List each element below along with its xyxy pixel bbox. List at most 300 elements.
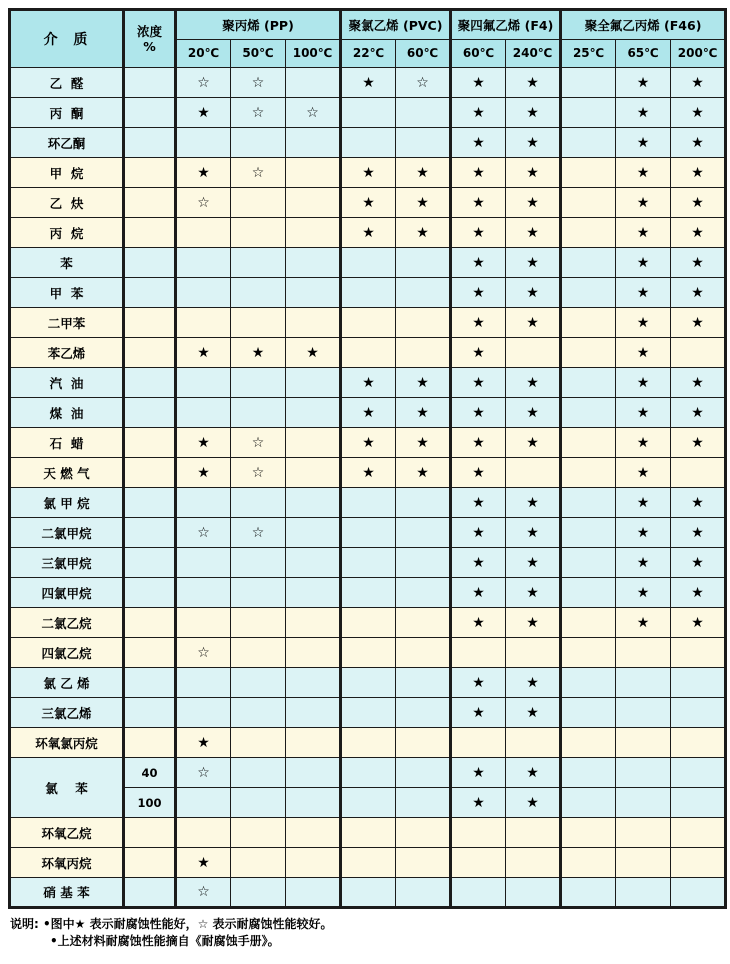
rating-empty (286, 308, 341, 338)
column-header-concentration (124, 10, 176, 68)
rating-empty (561, 428, 616, 458)
rating-empty (396, 308, 451, 338)
rating-empty (286, 368, 341, 398)
concentration-value (124, 428, 176, 458)
rating-solid-star: ★ (396, 398, 451, 428)
concentration-value (124, 98, 176, 128)
rating-empty (341, 98, 396, 128)
rating-solid-star: ★ (616, 278, 671, 308)
rating-hollow-star: ☆ (286, 98, 341, 128)
rating-solid-star: ★ (451, 788, 506, 818)
rating-solid-star: ★ (506, 308, 561, 338)
rating-empty (341, 848, 396, 878)
rating-empty (341, 128, 396, 158)
rating-solid-star: ★ (616, 428, 671, 458)
rating-empty (671, 728, 726, 758)
rating-empty (671, 458, 726, 488)
rating-hollow-star: ☆ (231, 458, 286, 488)
table-row (10, 698, 726, 728)
rating-empty (561, 788, 616, 818)
rating-empty (396, 728, 451, 758)
table-row (10, 758, 726, 788)
rating-solid-star: ★ (451, 668, 506, 698)
rating-solid-star: ★ (451, 458, 506, 488)
medium-name: 汽 油 (10, 368, 124, 398)
table-row (10, 368, 726, 398)
rating-solid-star: ★ (451, 158, 506, 188)
rating-solid-star: ★ (341, 368, 396, 398)
rating-empty (396, 848, 451, 878)
rating-empty (286, 668, 341, 698)
rating-solid-star: ★ (451, 308, 506, 338)
rating-empty (286, 788, 341, 818)
medium-name: 天 燃 气 (10, 458, 124, 488)
rating-empty (286, 428, 341, 458)
medium-name: 氯 甲 烷 (10, 488, 124, 518)
concentration-value (124, 698, 176, 728)
rating-solid-star: ★ (671, 368, 726, 398)
rating-empty (396, 698, 451, 728)
group-header-pp: 聚丙烯 (PP) (176, 10, 341, 40)
rating-empty (561, 638, 616, 668)
rating-empty (616, 818, 671, 848)
group-header-pvc: 聚氯乙烯 (PVC) (341, 10, 451, 40)
rating-empty (176, 128, 231, 158)
rating-solid-star: ★ (671, 188, 726, 218)
rating-empty (286, 608, 341, 638)
medium-name: 四氯甲烷 (10, 578, 124, 608)
rating-empty (231, 608, 286, 638)
rating-empty (671, 338, 726, 368)
rating-solid-star: ★ (176, 848, 231, 878)
rating-solid-star: ★ (341, 158, 396, 188)
rating-solid-star: ★ (451, 608, 506, 638)
rating-solid-star: ★ (506, 158, 561, 188)
rating-solid-star: ★ (506, 578, 561, 608)
rating-empty (341, 878, 396, 908)
rating-empty (561, 488, 616, 518)
rating-empty (506, 878, 561, 908)
rating-empty (616, 878, 671, 908)
rating-hollow-star: ☆ (231, 98, 286, 128)
rating-solid-star: ★ (671, 488, 726, 518)
rating-solid-star: ★ (506, 788, 561, 818)
rating-empty (561, 248, 616, 278)
table-row (10, 128, 726, 158)
note-prefix: 说明: (10, 917, 39, 931)
rating-empty (231, 578, 286, 608)
rating-empty (231, 668, 286, 698)
rating-solid-star: ★ (616, 68, 671, 98)
rating-solid-star: ★ (506, 248, 561, 278)
medium-name: 煤 油 (10, 398, 124, 428)
table-row (10, 848, 726, 878)
rating-solid-star: ★ (506, 518, 561, 548)
rating-solid-star: ★ (671, 218, 726, 248)
group-header-f46: 聚全氟乙丙烯 (F46) (561, 10, 726, 40)
rating-empty (561, 878, 616, 908)
rating-hollow-star: ☆ (176, 518, 231, 548)
rating-empty (341, 698, 396, 728)
concentration-value (124, 278, 176, 308)
table-body (10, 68, 726, 908)
rating-empty (396, 878, 451, 908)
rating-solid-star: ★ (616, 458, 671, 488)
rating-empty (561, 608, 616, 638)
medium-name: 苯乙烯 (10, 338, 124, 368)
rating-empty (506, 638, 561, 668)
medium-name: 氯 苯 (10, 758, 124, 818)
rating-empty (231, 488, 286, 518)
rating-solid-star: ★ (176, 98, 231, 128)
rating-empty (396, 488, 451, 518)
rating-empty (561, 368, 616, 398)
rating-solid-star: ★ (396, 368, 451, 398)
rating-solid-star: ★ (451, 368, 506, 398)
rating-empty (176, 218, 231, 248)
medium-name: 四氯乙烷 (10, 638, 124, 668)
concentration-value (124, 668, 176, 698)
rating-empty (286, 218, 341, 248)
concentration-value (124, 518, 176, 548)
rating-solid-star: ★ (671, 68, 726, 98)
rating-solid-star: ★ (616, 98, 671, 128)
rating-solid-star: ★ (616, 608, 671, 638)
rating-empty (341, 518, 396, 548)
rating-solid-star: ★ (616, 368, 671, 398)
rating-empty (616, 788, 671, 818)
medium-name: 三氯甲烷 (10, 548, 124, 578)
rating-solid-star: ★ (341, 218, 396, 248)
rating-solid-star: ★ (506, 668, 561, 698)
rating-empty (176, 368, 231, 398)
rating-solid-star: ★ (671, 548, 726, 578)
rating-empty (231, 758, 286, 788)
rating-empty (231, 818, 286, 848)
rating-solid-star: ★ (616, 338, 671, 368)
temp-header-f4-60: 60℃ (451, 39, 506, 68)
rating-empty (231, 698, 286, 728)
temp-header-pvc-60: 60℃ (396, 39, 451, 68)
concentration-value (124, 638, 176, 668)
rating-empty (671, 668, 726, 698)
rating-empty (231, 128, 286, 158)
table-row (10, 398, 726, 428)
rating-empty (341, 488, 396, 518)
rating-empty (561, 518, 616, 548)
medium-name: 环乙酮 (10, 128, 124, 158)
rating-empty (231, 638, 286, 668)
rating-solid-star: ★ (451, 128, 506, 158)
rating-empty (616, 848, 671, 878)
rating-empty (341, 548, 396, 578)
rating-empty (561, 578, 616, 608)
rating-empty (231, 308, 286, 338)
rating-solid-star: ★ (231, 338, 286, 368)
concentration-value (124, 218, 176, 248)
table-row (10, 668, 726, 698)
rating-empty (176, 278, 231, 308)
rating-solid-star: ★ (616, 248, 671, 278)
concentration-value (124, 158, 176, 188)
rating-empty (176, 548, 231, 578)
column-header-medium: 介 质 (10, 10, 124, 68)
rating-empty (451, 638, 506, 668)
rating-solid-star: ★ (616, 518, 671, 548)
rating-empty (286, 458, 341, 488)
concentration-value (124, 368, 176, 398)
medium-name: 氯 乙 烯 (10, 668, 124, 698)
rating-empty (671, 698, 726, 728)
rating-empty (341, 638, 396, 668)
table-header (10, 10, 726, 68)
rating-empty (561, 848, 616, 878)
rating-empty (231, 788, 286, 818)
medium-name: 环氧乙烷 (10, 818, 124, 848)
table-row (10, 518, 726, 548)
rating-empty (176, 308, 231, 338)
rating-empty (561, 818, 616, 848)
rating-empty (231, 278, 286, 308)
rating-solid-star: ★ (671, 248, 726, 278)
rating-empty (451, 878, 506, 908)
rating-hollow-star: ☆ (231, 428, 286, 458)
rating-empty (286, 848, 341, 878)
concentration-value (124, 188, 176, 218)
rating-empty (396, 608, 451, 638)
table-row (10, 278, 726, 308)
rating-solid-star: ★ (451, 548, 506, 578)
rating-solid-star: ★ (451, 98, 506, 128)
rating-solid-star: ★ (176, 428, 231, 458)
rating-empty (231, 728, 286, 758)
medium-name: 环氧氯丙烷 (10, 728, 124, 758)
rating-solid-star: ★ (451, 338, 506, 368)
rating-empty (561, 158, 616, 188)
rating-solid-star: ★ (616, 188, 671, 218)
rating-empty (396, 128, 451, 158)
rating-empty (561, 98, 616, 128)
rating-solid-star: ★ (671, 608, 726, 638)
concentration-value (124, 458, 176, 488)
rating-empty (286, 518, 341, 548)
rating-solid-star: ★ (286, 338, 341, 368)
concentration-label-line1: 浓度 (136, 24, 162, 39)
rating-solid-star: ★ (671, 278, 726, 308)
medium-name: 丙 酮 (10, 98, 124, 128)
notes (10, 916, 723, 950)
rating-empty (286, 248, 341, 278)
rating-hollow-star: ☆ (176, 638, 231, 668)
rating-solid-star: ★ (451, 698, 506, 728)
rating-solid-star: ★ (506, 608, 561, 638)
rating-empty (561, 458, 616, 488)
concentration-value (124, 488, 176, 518)
rating-solid-star: ★ (396, 218, 451, 248)
rating-solid-star: ★ (616, 578, 671, 608)
rating-solid-star: ★ (616, 218, 671, 248)
rating-solid-star: ★ (671, 98, 726, 128)
rating-empty (561, 728, 616, 758)
rating-empty (176, 248, 231, 278)
rating-empty (341, 788, 396, 818)
note-source-text: •上述材料耐腐蚀性能摘自《耐腐蚀手册》。 (50, 934, 280, 948)
table-row (10, 428, 726, 458)
rating-empty (396, 758, 451, 788)
rating-empty (396, 578, 451, 608)
rating-empty (396, 338, 451, 368)
rating-solid-star: ★ (506, 68, 561, 98)
rating-empty (176, 668, 231, 698)
rating-solid-star: ★ (396, 428, 451, 458)
rating-empty (176, 398, 231, 428)
rating-solid-star: ★ (671, 308, 726, 338)
rating-empty (176, 818, 231, 848)
rating-empty (671, 758, 726, 788)
rating-solid-star: ★ (451, 188, 506, 218)
rating-empty (506, 848, 561, 878)
group-header-f4: 聚四氟乙烯 (F4) (451, 10, 561, 40)
rating-solid-star: ★ (616, 308, 671, 338)
rating-empty (506, 458, 561, 488)
concentration-value (124, 728, 176, 758)
rating-empty (396, 818, 451, 848)
rating-empty (286, 578, 341, 608)
rating-solid-star: ★ (451, 578, 506, 608)
rating-empty (286, 278, 341, 308)
rating-solid-star: ★ (176, 158, 231, 188)
rating-empty (451, 728, 506, 758)
rating-empty (286, 548, 341, 578)
rating-empty (286, 638, 341, 668)
table-row (10, 578, 726, 608)
rating-solid-star: ★ (506, 98, 561, 128)
rating-solid-star: ★ (451, 398, 506, 428)
medium-name: 甲 烷 (10, 158, 124, 188)
rating-solid-star: ★ (616, 128, 671, 158)
rating-solid-star: ★ (671, 518, 726, 548)
rating-solid-star: ★ (396, 458, 451, 488)
medium-name: 环氧丙烷 (10, 848, 124, 878)
rating-empty (616, 728, 671, 758)
rating-empty (286, 488, 341, 518)
rating-solid-star: ★ (506, 548, 561, 578)
rating-empty (341, 338, 396, 368)
table-row (10, 488, 726, 518)
rating-empty (286, 398, 341, 428)
medium-name: 二甲苯 (10, 308, 124, 338)
rating-empty (451, 848, 506, 878)
rating-solid-star: ★ (506, 428, 561, 458)
rating-hollow-star: ☆ (231, 518, 286, 548)
temp-header-f46-25: 25℃ (561, 39, 616, 68)
rating-empty (396, 668, 451, 698)
rating-empty (231, 218, 286, 248)
note-line-1 (10, 916, 723, 933)
concentration-value (124, 818, 176, 848)
concentration-value: 40 (124, 758, 176, 788)
rating-empty (561, 128, 616, 158)
rating-empty (176, 488, 231, 518)
rating-empty (561, 758, 616, 788)
rating-solid-star: ★ (506, 128, 561, 158)
table-row (10, 458, 726, 488)
rating-empty (396, 98, 451, 128)
table-row (10, 218, 726, 248)
medium-name: 丙 烷 (10, 218, 124, 248)
medium-name: 二氯甲烷 (10, 518, 124, 548)
rating-solid-star: ★ (506, 488, 561, 518)
rating-empty (671, 818, 726, 848)
concentration-value (124, 878, 176, 908)
rating-solid-star: ★ (451, 488, 506, 518)
table-row (10, 338, 726, 368)
temp-header-pp-100: 100℃ (286, 39, 341, 68)
rating-empty (231, 188, 286, 218)
table-row (10, 548, 726, 578)
rating-hollow-star: ☆ (396, 68, 451, 98)
rating-solid-star: ★ (671, 158, 726, 188)
concentration-value (124, 608, 176, 638)
rating-empty (671, 788, 726, 818)
rating-empty (506, 728, 561, 758)
rating-empty (396, 248, 451, 278)
rating-empty (176, 608, 231, 638)
rating-solid-star: ★ (451, 278, 506, 308)
rating-empty (341, 608, 396, 638)
rating-empty (561, 188, 616, 218)
rating-hollow-star: ☆ (231, 68, 286, 98)
rating-empty (671, 638, 726, 668)
rating-solid-star: ★ (176, 728, 231, 758)
rating-empty (561, 698, 616, 728)
rating-solid-star: ★ (616, 488, 671, 518)
table-row (10, 68, 726, 98)
table-row (10, 98, 726, 128)
table-row (10, 878, 726, 908)
table-row (10, 308, 726, 338)
rating-solid-star: ★ (176, 338, 231, 368)
rating-solid-star: ★ (451, 218, 506, 248)
rating-empty (341, 308, 396, 338)
concentration-value (124, 548, 176, 578)
rating-empty (286, 728, 341, 758)
concentration-value (124, 128, 176, 158)
rating-empty (341, 278, 396, 308)
rating-solid-star: ★ (506, 278, 561, 308)
rating-solid-star: ★ (506, 758, 561, 788)
rating-empty (286, 188, 341, 218)
rating-empty (506, 338, 561, 368)
rating-empty (341, 578, 396, 608)
rating-empty (396, 638, 451, 668)
rating-hollow-star: ☆ (176, 188, 231, 218)
rating-solid-star: ★ (616, 158, 671, 188)
rating-empty (616, 668, 671, 698)
note-legend-text: •图中★ 表示耐腐蚀性能好，☆ 表示耐腐蚀性能较好。 (43, 917, 333, 931)
medium-name: 石 蜡 (10, 428, 124, 458)
concentration-value (124, 308, 176, 338)
rating-solid-star: ★ (671, 428, 726, 458)
rating-solid-star: ★ (671, 578, 726, 608)
temp-header-pp-20: 20℃ (176, 39, 231, 68)
rating-empty (341, 668, 396, 698)
rating-empty (561, 398, 616, 428)
medium-name: 二氯乙烷 (10, 608, 124, 638)
temp-header-pvc-22: 22℃ (341, 39, 396, 68)
table-row (10, 818, 726, 848)
medium-name: 三氯乙烯 (10, 698, 124, 728)
